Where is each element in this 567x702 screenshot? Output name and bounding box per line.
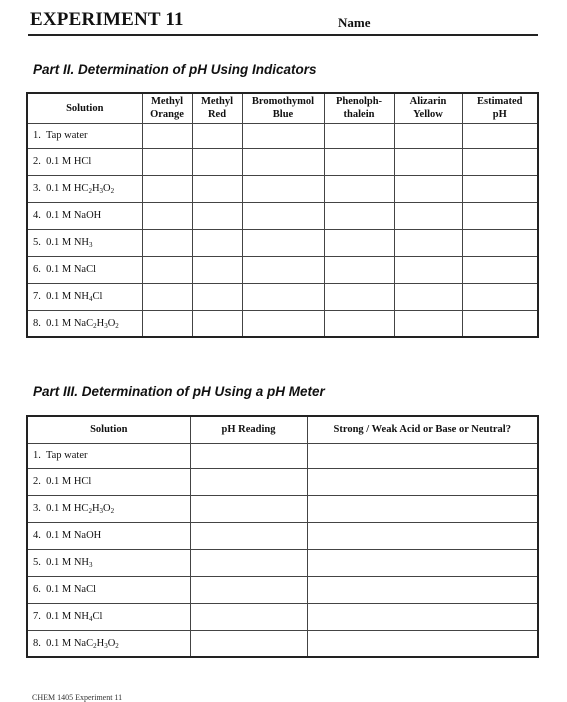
solution-text: 0.1 M NaC bbox=[46, 317, 94, 329]
indicator-blank-cell[interactable] bbox=[394, 175, 462, 202]
ph-meter-blank-cell[interactable] bbox=[307, 603, 538, 630]
indicator-blank-cell[interactable] bbox=[142, 310, 192, 337]
indicator-blank-cell[interactable] bbox=[242, 123, 324, 148]
solution-label bbox=[27, 229, 142, 256]
solution-label bbox=[27, 522, 190, 549]
indicator-blank-cell[interactable] bbox=[142, 229, 192, 256]
indicator-blank-cell[interactable] bbox=[242, 175, 324, 202]
indicator-blank-cell[interactable] bbox=[242, 283, 324, 310]
table-row bbox=[27, 229, 538, 256]
indicator-blank-cell[interactable] bbox=[462, 175, 538, 202]
indicator-blank-cell[interactable] bbox=[192, 229, 242, 256]
name-label: Name bbox=[338, 15, 371, 30]
indicator-blank-cell[interactable] bbox=[462, 256, 538, 283]
indicator-blank-cell[interactable] bbox=[142, 123, 192, 148]
name-line bbox=[28, 34, 538, 36]
part3-title: Part III. Determination of pH Using a pH Meter bbox=[33, 384, 325, 399]
solution-number: 8. bbox=[33, 637, 41, 649]
ph-meter-blank-cell[interactable] bbox=[307, 468, 538, 495]
indicator-blank-cell[interactable] bbox=[324, 283, 394, 310]
table-row bbox=[27, 549, 538, 576]
solution-text: O bbox=[107, 637, 116, 649]
indicator-blank-cell[interactable] bbox=[192, 310, 242, 337]
table-row bbox=[27, 495, 538, 522]
table-row bbox=[27, 123, 538, 148]
solution-label bbox=[27, 630, 190, 657]
solution-text: 0.1 M NaC bbox=[46, 637, 94, 649]
col-header-ph-reading: pH Reading bbox=[190, 416, 307, 443]
solution-text: 0.1 M NH bbox=[46, 237, 90, 248]
solution-label bbox=[27, 549, 190, 576]
solution-text: H bbox=[91, 503, 100, 514]
formula-subscript: 4 bbox=[89, 295, 93, 303]
solution-text: 0.1 M HC bbox=[46, 503, 89, 514]
formula-subscript: 3 bbox=[89, 241, 93, 249]
ph-meter-blank-cell[interactable] bbox=[307, 443, 538, 468]
solution-number: 5. bbox=[33, 557, 41, 568]
indicator-blank-cell[interactable] bbox=[462, 229, 538, 256]
solution-text: 0.1 M HCl bbox=[46, 156, 92, 167]
indicator-blank-cell[interactable] bbox=[324, 175, 394, 202]
footer-text: CHEM 1405 Experiment 11 bbox=[32, 693, 123, 702]
solution-label bbox=[27, 148, 142, 175]
table-row bbox=[27, 630, 538, 657]
ph-meter-table bbox=[26, 415, 539, 658]
indicator-blank-cell[interactable] bbox=[142, 202, 192, 229]
ph-meter-blank-cell[interactable] bbox=[190, 630, 307, 657]
solution-number: 8. bbox=[33, 317, 41, 329]
indicator-blank-cell[interactable] bbox=[242, 202, 324, 229]
indicator-blank-cell[interactable] bbox=[242, 310, 324, 337]
solution-text: O bbox=[107, 317, 116, 329]
table-row bbox=[27, 603, 538, 630]
formula-subscript: 2 bbox=[110, 187, 115, 195]
ph-meter-blank-cell[interactable] bbox=[190, 495, 307, 522]
ph-meter-blank-cell[interactable] bbox=[307, 549, 538, 576]
formula-subscript: 2 bbox=[88, 507, 92, 515]
col-header-acid-base-classification: Strong / Weak Acid or Base or Neutral? bbox=[307, 416, 538, 443]
indicator-blank-cell[interactable] bbox=[324, 310, 394, 337]
indicator-blank-cell[interactable] bbox=[142, 283, 192, 310]
indicator-blank-cell[interactable] bbox=[242, 148, 324, 175]
table-row bbox=[27, 256, 538, 283]
experiment-title: EXPERIMENT 11 bbox=[30, 9, 184, 30]
solution-label bbox=[27, 495, 190, 522]
indicator-blank-cell[interactable] bbox=[324, 148, 394, 175]
solution-text: 0.1 M NH bbox=[46, 557, 90, 568]
indicator-blank-cell[interactable] bbox=[324, 256, 394, 283]
solution-text: 0.1 M NaOH bbox=[46, 530, 102, 541]
indicator-header-row bbox=[27, 93, 538, 123]
ph-meter-blank-cell[interactable] bbox=[190, 468, 307, 495]
solution-number: 3. bbox=[33, 183, 41, 194]
ph-meter-blank-cell[interactable] bbox=[307, 630, 538, 657]
table-row bbox=[27, 283, 538, 310]
solution-number: 2. bbox=[33, 156, 41, 167]
ph-meter-header-row bbox=[27, 416, 538, 443]
solution-text: Cl bbox=[92, 291, 103, 302]
indicator-blank-cell[interactable] bbox=[324, 229, 394, 256]
formula-subscript: 2 bbox=[88, 187, 92, 195]
solution-number: 7. bbox=[33, 291, 41, 302]
solution-number: 4. bbox=[33, 210, 41, 221]
col-header-phenolphthalein: Phenolph- thalein bbox=[324, 93, 394, 123]
solution-number: 1. bbox=[33, 450, 41, 461]
ph-meter-blank-cell[interactable] bbox=[190, 576, 307, 603]
solution-label bbox=[27, 256, 142, 283]
indicator-blank-cell[interactable] bbox=[192, 175, 242, 202]
indicator-blank-cell[interactable] bbox=[142, 175, 192, 202]
solution-text: 0.1 M NH bbox=[46, 611, 90, 622]
formula-subscript: 2 bbox=[93, 641, 97, 650]
solution-number: 1. bbox=[33, 130, 41, 141]
indicator-blank-cell[interactable] bbox=[394, 229, 462, 256]
solution-text: H bbox=[96, 637, 105, 649]
solution-label bbox=[27, 443, 190, 468]
table-row bbox=[27, 175, 538, 202]
formula-subscript: 3 bbox=[99, 507, 104, 515]
solution-number: 6. bbox=[33, 584, 41, 595]
indicator-blank-cell[interactable] bbox=[192, 202, 242, 229]
indicator-blank-cell[interactable] bbox=[394, 310, 462, 337]
indicator-blank-cell[interactable] bbox=[394, 256, 462, 283]
solution-text: O bbox=[103, 503, 111, 514]
indicator-blank-cell[interactable] bbox=[394, 123, 462, 148]
solution-label bbox=[27, 576, 190, 603]
formula-subscript: 2 bbox=[115, 321, 119, 330]
solution-number: 6. bbox=[33, 264, 41, 275]
col-header-estimated-ph: Estimated pH bbox=[462, 93, 538, 123]
formula-subscript: 2 bbox=[110, 507, 115, 515]
indicator-blank-cell[interactable] bbox=[462, 283, 538, 310]
indicator-blank-cell[interactable] bbox=[142, 148, 192, 175]
part2-title: Part II. Determination of pH Using Indicators bbox=[33, 62, 317, 77]
indicator-blank-cell[interactable] bbox=[142, 256, 192, 283]
col-header-solution: Solution bbox=[27, 93, 142, 123]
formula-subscript: 4 bbox=[89, 615, 93, 623]
table-row bbox=[27, 468, 538, 495]
formula-subscript: 3 bbox=[104, 321, 108, 330]
solution-text: 0.1 M HC bbox=[46, 183, 89, 194]
solution-label bbox=[27, 175, 142, 202]
col-header-bromothymol-blue: Bromothymol Blue bbox=[242, 93, 324, 123]
indicator-blank-cell[interactable] bbox=[192, 148, 242, 175]
indicator-blank-cell[interactable] bbox=[394, 148, 462, 175]
solution-label bbox=[27, 603, 190, 630]
solution-text: 0.1 M HCl bbox=[46, 476, 92, 487]
solution-text: 0.1 M NaOH bbox=[46, 210, 102, 221]
indicator-blank-cell[interactable] bbox=[462, 310, 538, 337]
solution-number: 5. bbox=[33, 237, 41, 248]
col-header-solution: Solution bbox=[27, 416, 190, 443]
indicator-blank-cell[interactable] bbox=[192, 123, 242, 148]
col-header-methyl-orange: Methyl Orange bbox=[142, 93, 192, 123]
table-row bbox=[27, 522, 538, 549]
solution-label bbox=[27, 468, 190, 495]
indicator-blank-cell[interactable] bbox=[324, 123, 394, 148]
table-row bbox=[27, 576, 538, 603]
indicator-blank-cell[interactable] bbox=[242, 256, 324, 283]
solution-label bbox=[27, 123, 142, 148]
solution-number: 3. bbox=[33, 503, 41, 514]
ph-meter-blank-cell[interactable] bbox=[307, 576, 538, 603]
solution-text: H bbox=[91, 183, 100, 194]
solution-text: Tap water bbox=[45, 450, 88, 461]
solution-text: H bbox=[96, 317, 105, 329]
indicator-blank-cell[interactable] bbox=[242, 229, 324, 256]
solution-text: Tap water bbox=[45, 130, 88, 141]
solution-text: O bbox=[103, 183, 111, 194]
indicator-blank-cell[interactable] bbox=[192, 283, 242, 310]
indicator-blank-cell[interactable] bbox=[394, 283, 462, 310]
table-row bbox=[27, 310, 538, 337]
formula-subscript: 2 bbox=[93, 321, 97, 330]
formula-subscript: 3 bbox=[99, 187, 104, 195]
solution-number: 2. bbox=[33, 476, 41, 487]
ph-meter-blank-cell[interactable] bbox=[307, 495, 538, 522]
indicator-blank-cell[interactable] bbox=[394, 202, 462, 229]
ph-meter-blank-cell[interactable] bbox=[190, 549, 307, 576]
ph-meter-blank-cell[interactable] bbox=[190, 443, 307, 468]
solution-label bbox=[27, 310, 142, 337]
indicator-blank-cell[interactable] bbox=[462, 123, 538, 148]
solution-text: 0.1 M NaCl bbox=[46, 584, 96, 595]
col-header-methyl-red: Methyl Red bbox=[192, 93, 242, 123]
ph-meter-blank-cell[interactable] bbox=[190, 522, 307, 549]
indicator-blank-cell[interactable] bbox=[324, 202, 394, 229]
table-row bbox=[27, 148, 538, 175]
solution-label bbox=[27, 283, 142, 310]
solution-label bbox=[27, 202, 142, 229]
indicator-table bbox=[26, 92, 539, 338]
ph-meter-blank-cell[interactable] bbox=[307, 522, 538, 549]
formula-subscript: 3 bbox=[89, 561, 93, 569]
solution-text: 0.1 M NH bbox=[46, 291, 90, 302]
solution-number: 4. bbox=[33, 530, 41, 541]
table-row bbox=[27, 202, 538, 229]
formula-subscript: 2 bbox=[115, 641, 119, 650]
indicator-blank-cell[interactable] bbox=[192, 256, 242, 283]
table-row bbox=[27, 443, 538, 468]
solution-number: 7. bbox=[33, 611, 41, 622]
indicator-blank-cell[interactable] bbox=[462, 148, 538, 175]
indicator-blank-cell[interactable] bbox=[462, 202, 538, 229]
solution-text: 0.1 M NaCl bbox=[46, 264, 96, 275]
solution-text: Cl bbox=[92, 611, 103, 622]
formula-subscript: 3 bbox=[104, 641, 108, 650]
col-header-alizarin-yellow: Alizarin Yellow bbox=[394, 93, 462, 123]
ph-meter-blank-cell[interactable] bbox=[190, 603, 307, 630]
